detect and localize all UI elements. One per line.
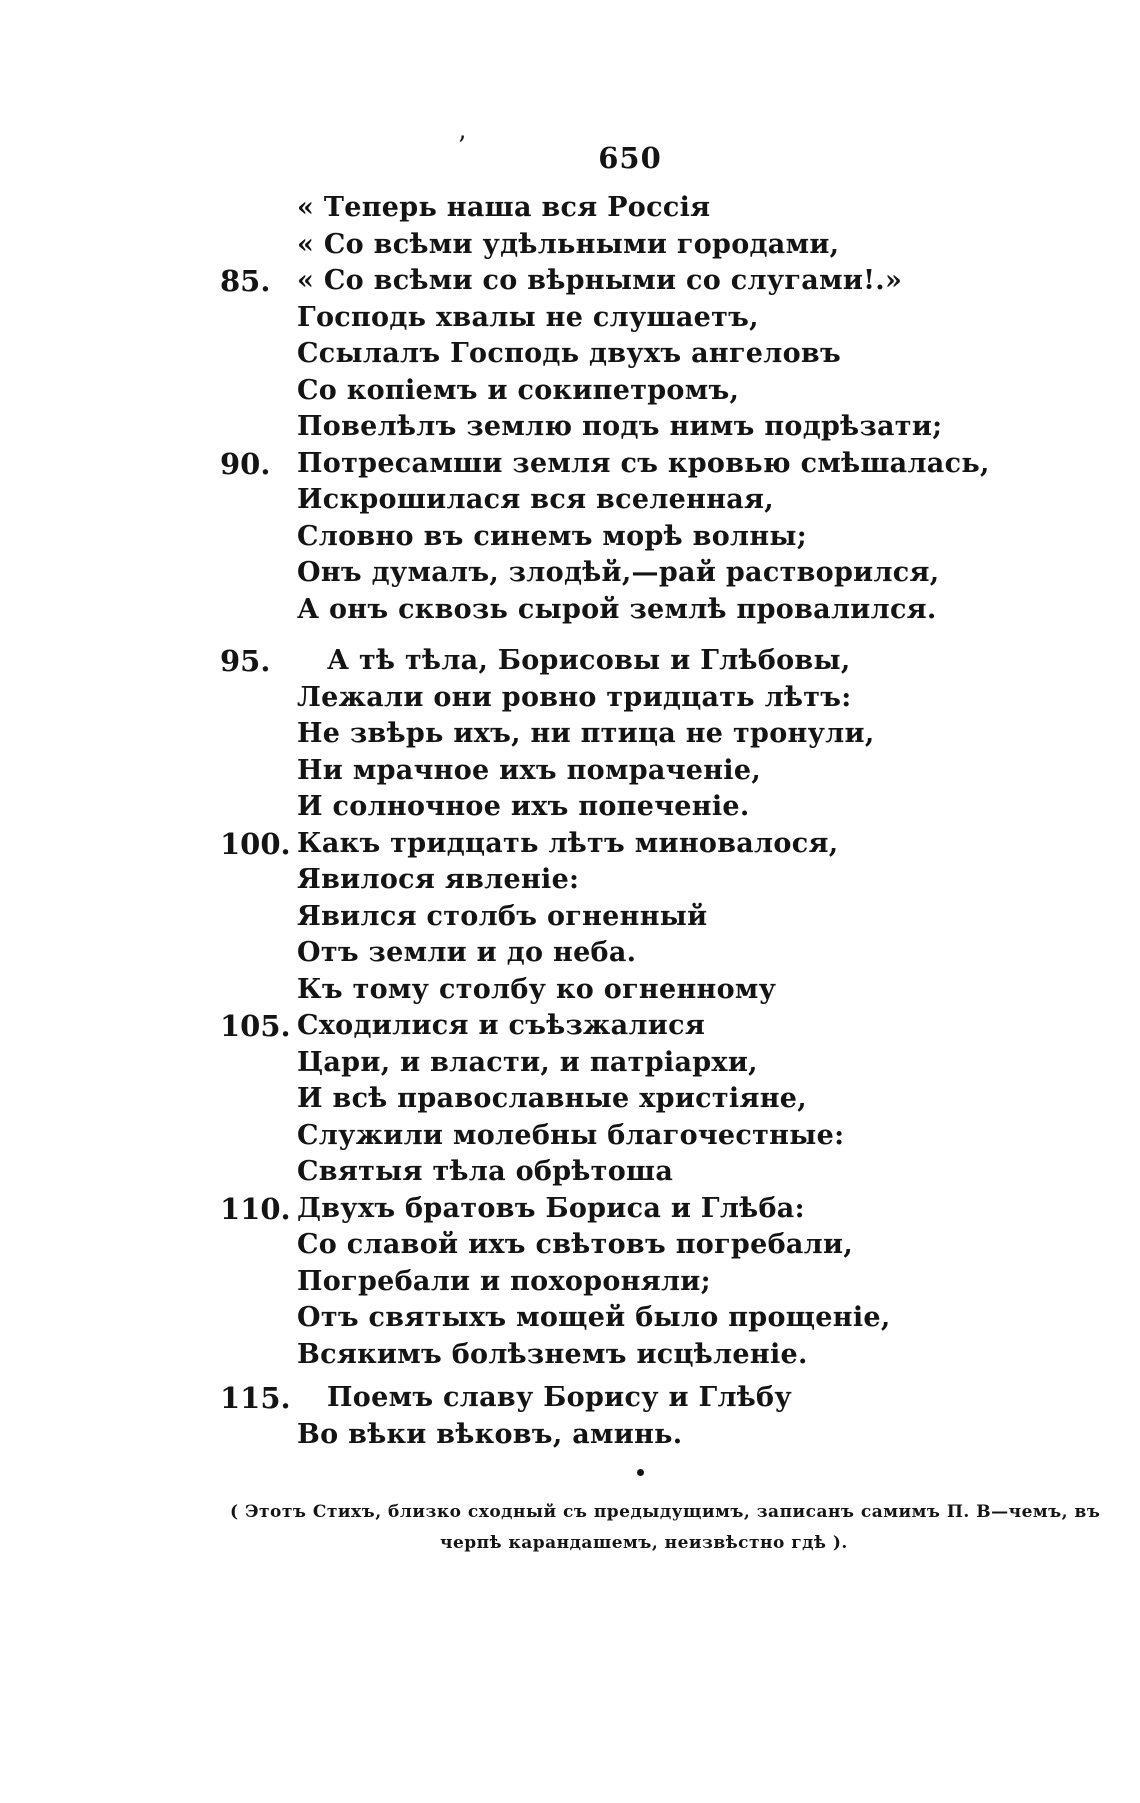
verse-line bbox=[0, 1227, 1140, 1264]
line-number: 115. bbox=[220, 1381, 291, 1415]
verse-line bbox=[0, 263, 1140, 300]
printer-mark: ʼ bbox=[457, 132, 466, 162]
verse-text: А тѣ тѣла, Борисовы и Глѣбовы, bbox=[327, 645, 851, 676]
verse-line bbox=[0, 300, 1140, 337]
verse-block-1 bbox=[0, 190, 1140, 628]
footnote bbox=[230, 1497, 1101, 1559]
verse-line bbox=[0, 1337, 1140, 1374]
verse-line bbox=[0, 1118, 1140, 1155]
verse-line bbox=[0, 592, 1140, 629]
verse-line bbox=[0, 753, 1140, 790]
verse-text: Ссылалъ Господь двухъ ангеловъ bbox=[297, 338, 842, 369]
verse-text: Господь хвалы не слушаетъ, bbox=[297, 301, 759, 333]
verse-line bbox=[0, 826, 1140, 863]
verse-line bbox=[0, 862, 1140, 899]
verse-text: Со копіемъ и сокипетромъ, bbox=[297, 374, 740, 406]
verse-line bbox=[0, 1380, 1140, 1417]
verse-text: « Со всѣми удѣльными городами, bbox=[297, 228, 840, 260]
verse-line bbox=[0, 789, 1140, 826]
verse-line bbox=[0, 1154, 1140, 1191]
verse-text: Повелѣлъ землю подъ нимъ подрѣзати; bbox=[297, 411, 943, 442]
verse-line bbox=[0, 643, 1140, 680]
verse-line bbox=[0, 1264, 1140, 1301]
verse-text: « Теперь наша вся Россія bbox=[297, 192, 711, 223]
verse-text: И солночное ихъ попеченіе. bbox=[297, 791, 750, 822]
verse-line bbox=[0, 1081, 1140, 1118]
verse-line bbox=[0, 336, 1140, 373]
verse-line bbox=[0, 190, 1140, 227]
verse-line bbox=[0, 446, 1140, 483]
verse-text: Поемъ славу Борису и Глѣбу bbox=[327, 1382, 792, 1413]
verse-line bbox=[0, 519, 1140, 556]
line-number: 100. bbox=[220, 826, 291, 861]
verse-text: Лежали они ровно тридцать лѣтъ: bbox=[297, 681, 852, 713]
verse-text: Служили молебны благочестные: bbox=[297, 1119, 845, 1151]
line-number: 110. bbox=[220, 1191, 291, 1226]
verse-line bbox=[0, 972, 1140, 1009]
verse-text: Къ тому столбу ко огненному bbox=[297, 973, 777, 1005]
verse-text: Явилося явленіе: bbox=[297, 864, 580, 895]
verse-line bbox=[0, 1300, 1140, 1337]
verse-line bbox=[0, 899, 1140, 936]
verse-text: Отъ святыхъ мощей было прощеніе, bbox=[297, 1302, 891, 1333]
verse-line bbox=[0, 935, 1140, 972]
verse-text: Ни мрачное ихъ помраченіе, bbox=[297, 754, 762, 786]
verse-line bbox=[0, 227, 1140, 264]
verse-text: И всѣ православные христіяне, bbox=[297, 1083, 807, 1114]
verse-text: Погребали и похороняли; bbox=[297, 1265, 711, 1297]
line-number: 95. bbox=[220, 644, 271, 678]
verse-text: « Со всѣми со вѣрными со слугами!.» bbox=[297, 265, 903, 296]
verse-line bbox=[0, 373, 1140, 410]
verse-text: Словно въ синемъ морѣ волны; bbox=[297, 520, 808, 552]
verse-line bbox=[0, 1417, 1140, 1454]
verse-text: Онъ думалъ, злодѣй,—рай растворился, bbox=[297, 557, 940, 588]
footnote-line-2: черпѣ карандашемъ, неизвѣстно гдѣ ). bbox=[440, 1533, 848, 1553]
verse-line bbox=[0, 1191, 1140, 1228]
line-number: 90. bbox=[220, 446, 271, 481]
verse-text: Во вѣки вѣковъ, аминь. bbox=[297, 1418, 683, 1450]
verse-line bbox=[0, 1045, 1140, 1082]
verse-text: Святыя тѣла обрѣтоша bbox=[297, 1156, 674, 1187]
verse-text: Цари, и власти, и патріархи, bbox=[297, 1046, 758, 1078]
verse-text: Сходилися и съѣзжалися bbox=[297, 1010, 706, 1041]
verse-line bbox=[0, 555, 1140, 592]
verse-line bbox=[0, 1008, 1140, 1045]
verse-line bbox=[0, 409, 1140, 446]
verse-text: Какъ тридцать лѣтъ миновалося, bbox=[297, 827, 839, 859]
verse-text: Со славой ихъ свѣтовъ погребали, bbox=[297, 1229, 854, 1260]
page-number: 650 bbox=[598, 141, 662, 175]
verse-text: А онъ сквозь сырой землѣ провалился. bbox=[297, 593, 937, 625]
line-number: 105. bbox=[220, 1009, 291, 1043]
verse-line bbox=[0, 716, 1140, 753]
line-number: 85. bbox=[220, 264, 271, 298]
verse-block-2 bbox=[0, 643, 1140, 1373]
verse-text: Отъ земли и до неба. bbox=[297, 937, 637, 968]
verse-block-3 bbox=[0, 1380, 1140, 1453]
verse-text: Искрошилася вся вселенная, bbox=[297, 484, 775, 515]
verse-line bbox=[0, 482, 1140, 519]
verse-text: Всякимъ болѣзнемъ исцѣленіе. bbox=[297, 1338, 808, 1370]
verse-text: Явился столбъ огненный bbox=[297, 900, 708, 932]
separator-dot bbox=[637, 1469, 644, 1476]
verse-text: Не звѣрь ихъ, ни птица не тронули, bbox=[297, 718, 875, 749]
verse-text: Потресамши земля съ кровью смѣшалась, bbox=[297, 447, 990, 479]
verse-line bbox=[0, 680, 1140, 717]
verse-text: Двухъ братовъ Бориса и Глѣба: bbox=[297, 1192, 805, 1224]
footnote-line-1: ( Этотъ Стихъ, близко сходный съ предыдущимъ, записанъ самимъ П. В—чемъ, въ bbox=[230, 1502, 1101, 1522]
